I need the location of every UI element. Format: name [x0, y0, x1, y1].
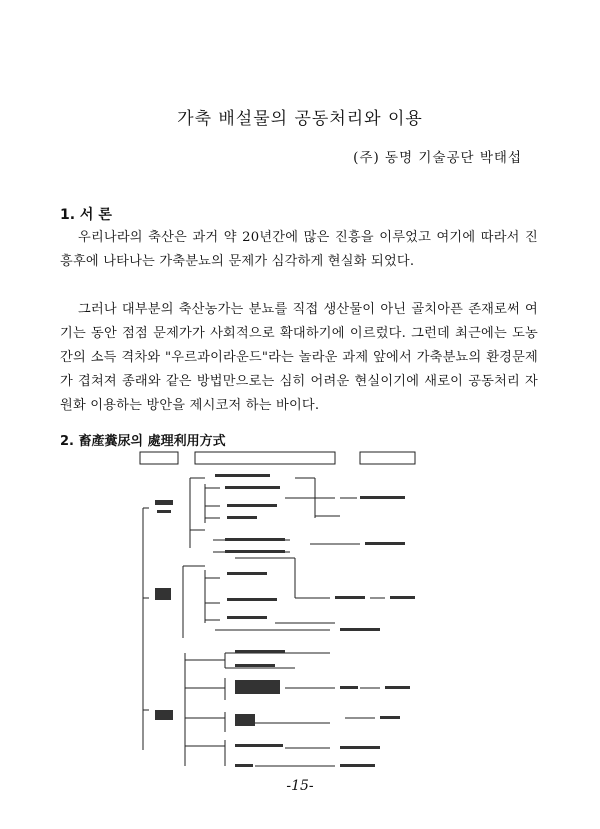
section-1-paragraph-1: 우리나라의 축산은 과거 약 20년간에 많은 진흥을 이루었고 여기에 따라서 진흥후에 나타나는 가축분뇨의 문제가 심각하게 현실화 되었다. — [60, 230, 538, 269]
section-1-heading: 1. 서 론 — [60, 207, 112, 223]
page-number: -15- — [286, 778, 314, 794]
author-line: (주) 동명 기술공단 박태섭 — [353, 150, 522, 166]
section-2-heading: 2. 畜產糞尿의 處理利用方式 — [60, 434, 226, 449]
section-1-paragraph-2: 그러나 대부분의 축산농가는 분뇨를 직접 생산물이 아닌 골치아픈 존재로써 여기는 동안 점점 문제가가 사회적으로 확대하기에 이르렀다. 그런데 최근에는 도농간의 소득 격차와 "우르과이라운드"라는 놀라운 과제 앞에서 가축분뇨의 환경문제가 겹쳐져 종래와 같은 방법만으로는 심히 어려운 현실이기에 새로이 공동처리 자원화 이용하는 방안을 제시코저 하는 바이다. — [60, 302, 538, 413]
processing-flow-diagram — [135, 448, 420, 788]
document-title: 가축 배설물의 공동처리와 이용 — [177, 109, 423, 129]
